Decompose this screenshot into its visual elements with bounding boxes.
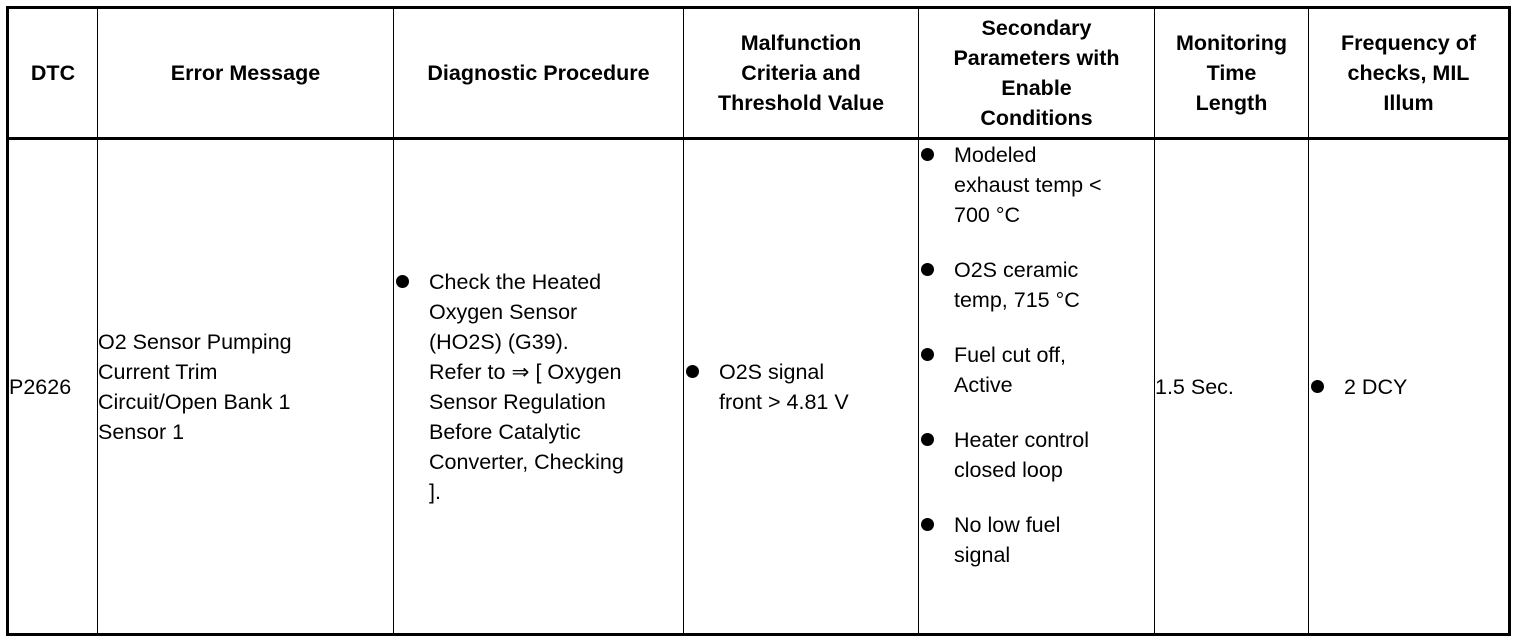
list-item: [919, 340, 1154, 400]
header-line: Frequency of: [1341, 31, 1476, 55]
list-item: [919, 140, 1154, 230]
list-item: [919, 425, 1154, 485]
dtc-table: [6, 6, 1511, 636]
cell-line: Sensor 1: [98, 419, 185, 444]
header-line: Monitoring: [1175, 31, 1288, 55]
malfunction-list: [684, 357, 918, 417]
header-frequency: [1309, 8, 1510, 139]
cell-line: Refer to ⇒ [ Oxygen: [429, 359, 622, 384]
header-line: Parameters with: [953, 46, 1120, 70]
list-item: [919, 255, 1154, 315]
cell-line: Converter, Checking: [429, 449, 624, 474]
cell-line: Active: [954, 373, 1013, 397]
cell-line: Modeled: [954, 143, 1037, 167]
cell-line: temp, 715 °C: [954, 288, 1080, 312]
header-diagnostic-procedure: Diagnostic Procedure: [394, 8, 684, 139]
header-line: Conditions: [980, 106, 1093, 130]
diagnostic-list: [394, 267, 683, 507]
header-line: Length: [1195, 91, 1268, 115]
cell-monitoring-time: 1.5 Sec.: [1155, 139, 1309, 635]
header-secondary-parameters: [919, 8, 1155, 139]
cell-line: ].: [429, 479, 441, 504]
cell-line: front > 4.81 V: [719, 389, 849, 414]
cell-line: O2S ceramic: [954, 258, 1079, 282]
cell-line: No low fuel: [954, 513, 1061, 537]
list-item: [919, 510, 1154, 570]
list-item: [394, 267, 683, 507]
table-row: [8, 139, 1510, 635]
table-header-row: [8, 8, 1510, 139]
cell-line: 700 °C: [954, 203, 1020, 227]
cell-line: (HO2S) (G39).: [429, 329, 569, 354]
cell-line: closed loop: [954, 458, 1063, 482]
cell-line: signal: [954, 543, 1011, 567]
frequency-list: [1309, 372, 1508, 402]
header-line: Criteria and: [741, 61, 861, 85]
cell-line: Before Catalytic: [429, 419, 581, 444]
cell-line: O2 Sensor Pumping: [98, 329, 292, 354]
header-line: Time: [1206, 61, 1257, 85]
header-line: Threshold Value: [717, 91, 885, 115]
cell-diagnostic-procedure: [394, 139, 684, 635]
cell-secondary-parameters: [919, 139, 1155, 635]
cell-line: Heater control: [954, 428, 1090, 452]
header-line: Illum: [1383, 91, 1434, 115]
cell-line: Fuel cut off,: [954, 343, 1066, 367]
header-line: checks, MIL: [1347, 61, 1470, 85]
header-monitoring-time: [1155, 8, 1309, 139]
cell-line: O2S signal: [719, 359, 825, 384]
cell-line: Oxygen Sensor: [429, 299, 578, 324]
cell-dtc-code: P2626: [8, 139, 98, 635]
header-line: Malfunction: [740, 31, 862, 55]
cell-malfunction-criteria: [684, 139, 919, 635]
cell-frequency: [1309, 139, 1510, 635]
cell-line: Sensor Regulation: [429, 389, 606, 414]
list-item: [684, 357, 918, 417]
list-item: [1309, 372, 1508, 402]
header-error-message: Error Message: [98, 8, 394, 139]
header-line: Enable: [1001, 76, 1072, 100]
cell-error-message: [98, 139, 394, 635]
header-malfunction-criteria: [684, 8, 919, 139]
header-line: Secondary: [981, 16, 1092, 40]
cell-line: Check the Heated: [429, 269, 602, 294]
cell-line: Circuit/Open Bank 1: [98, 389, 291, 414]
header-dtc: DTC: [8, 8, 98, 139]
cell-line: exhaust temp <: [954, 173, 1102, 197]
cell-line: 2 DCY: [1344, 374, 1408, 399]
cell-line: Current Trim: [98, 359, 218, 384]
secondary-list: [919, 140, 1154, 570]
